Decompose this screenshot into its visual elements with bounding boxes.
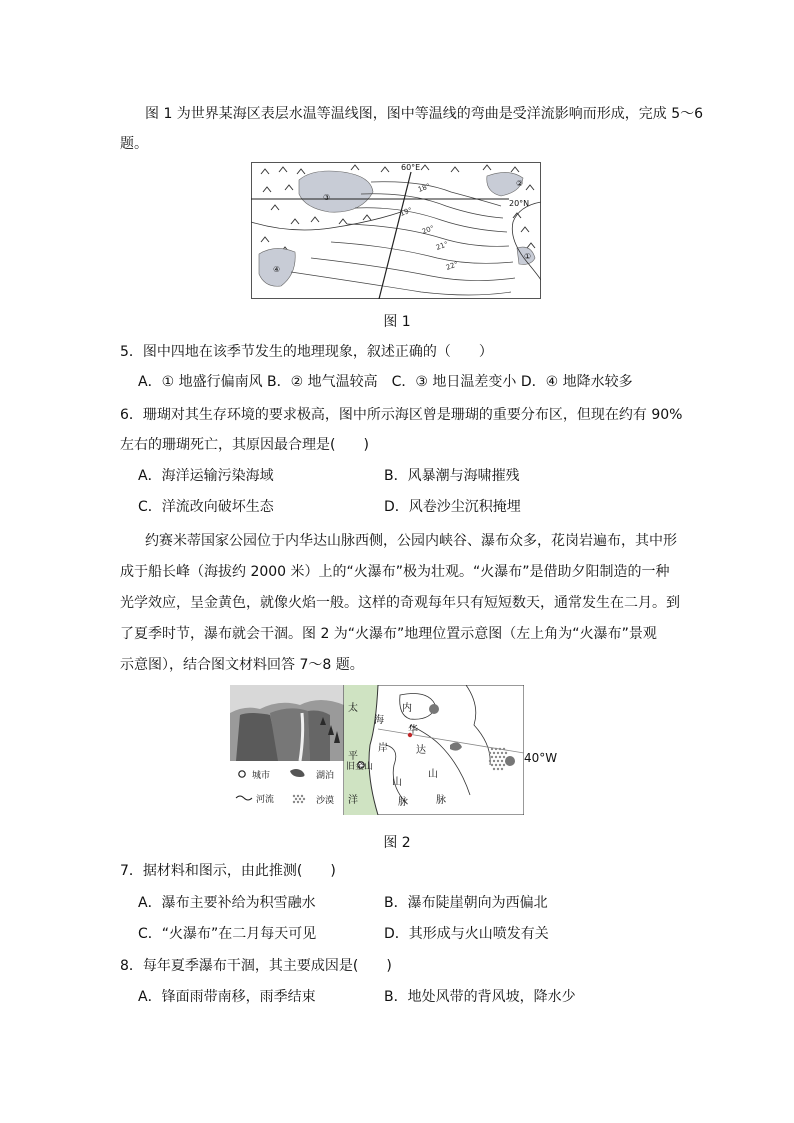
marker-2: ② xyxy=(516,179,524,188)
q7-stem: 7．据材料和图示，由此推测( ) xyxy=(120,863,336,879)
fig1-lat-label: 20°N xyxy=(509,199,530,208)
marker-3: ③ xyxy=(323,193,331,202)
isotherm-label: 20° xyxy=(420,224,436,236)
q8-stem: 8．每年夏季瀑布干涸，其主要成因是( ) xyxy=(120,958,392,974)
mountain-char: 内 xyxy=(402,703,412,714)
q6-option-a: A．海洋运输污染海域 xyxy=(138,468,274,484)
fig1-lon-label: 60°E xyxy=(401,163,421,172)
firefall-photo xyxy=(230,685,344,761)
q8-option-a: A．锋面雨带南移，雨季结束 xyxy=(138,989,316,1005)
q5-stem: 5．图中四地在该季节发生的地理现象，叙述正确的（ ） xyxy=(120,344,493,360)
intro1-line1: 图 1 为世界某海区表层水温等温线图，图中等温线的弯曲是受洋流影响而形成，完成 5～6 xyxy=(145,106,704,122)
isotherm-label: 21° xyxy=(434,240,450,252)
city-name: 旧金山 xyxy=(346,762,374,772)
mountain-char: 达 xyxy=(416,745,426,756)
q6-stem-line2: 左右的珊瑚死亡，其原因最合理是( ) xyxy=(120,437,369,453)
ocean-char: 平 xyxy=(348,751,358,762)
intro1-line2: 题。 xyxy=(120,136,148,152)
marker-1: ① xyxy=(524,252,532,261)
isotherm-label: 19° xyxy=(398,206,414,218)
mountain-char: 山 xyxy=(428,769,438,780)
figure1-caption: 图 1 xyxy=(383,314,411,330)
coast-char: 海 xyxy=(374,715,384,726)
figure1-isotherm-map xyxy=(251,162,541,299)
intro2-line1: 约赛米蒂国家公园位于内华达山脉西侧，公园内峡谷、瀑布众多，花岗岩遍布，其中形 xyxy=(145,533,677,549)
mountain-char: 脉 xyxy=(436,795,446,806)
coast-range-char: 脉 xyxy=(398,797,408,808)
q6-option-c: C．洋流改向破坏生态 xyxy=(138,499,274,515)
q7-option-d: D．其形成与火山喷发有关 xyxy=(384,926,549,942)
intro2-line3: 光学效应，呈金黄色，就像火焰一般。这样的奇观每年只有短短数天，通常发生在二月。到 xyxy=(120,595,680,611)
q7-option-c: C．“火瀑布”在二月每天可见 xyxy=(138,926,317,942)
q7-option-b: B．瀑布陡崖朝向为西偏北 xyxy=(384,895,548,911)
q6-option-b: B．风暴潮与海啸摧残 xyxy=(384,468,520,484)
lake xyxy=(429,704,439,714)
isotherm-label: 18° xyxy=(416,182,432,194)
coast-range-char: 山 xyxy=(392,777,402,788)
figure2-caption: 图 2 xyxy=(383,835,411,851)
q5-options: A．① 地盛行偏南风 B．② 地气温较高 C．③ 地日温差变小 D．④ 地降水较多 xyxy=(138,374,633,390)
legend-lake: 湖泊 xyxy=(316,771,335,781)
city-legend-icon xyxy=(239,771,245,777)
q8-option-b: B．地处风带的背风坡，降水少 xyxy=(384,989,576,1005)
legend-river: 河流 xyxy=(256,795,275,805)
legend-city: 城市 xyxy=(252,771,271,781)
legend-desert: 沙漠 xyxy=(316,796,335,806)
fig2-lon-label: 40°W xyxy=(524,751,558,765)
q6-option-d: D．风卷沙尘沉积掩埋 xyxy=(384,499,521,515)
ocean-char: 洋 xyxy=(348,795,358,806)
isotherm-label: 22° xyxy=(444,260,460,272)
q6-stem-line1: 6．珊瑚对其生存环境的要求极高，图中所示海区曾是珊瑚的重要分布区，但现在约有 90% xyxy=(120,407,683,423)
marker-4: ④ xyxy=(273,265,281,274)
ocean-char: 太 xyxy=(348,703,358,714)
lake xyxy=(505,756,515,766)
coast-char: 岸 xyxy=(378,743,388,754)
intro2-line2: 成于船长峰（海拔约 2000 米）上的“火瀑布”极为壮观。“火瀑布”是借助夕阳制造的一种 xyxy=(120,564,670,580)
q7-option-a: A．瀑布主要补给为积雪融水 xyxy=(138,895,316,911)
intro2-line5: 示意图），结合图文材料回答 7～8 题。 xyxy=(120,657,364,673)
figure2-location-map xyxy=(230,685,524,815)
intro2-line4: 了夏季时节，瀑布就会干涸。图 2 为“火瀑布”地理位置示意图（左上角为“火瀑布”景观 xyxy=(120,626,657,642)
mountain-char: 华 xyxy=(408,725,418,736)
